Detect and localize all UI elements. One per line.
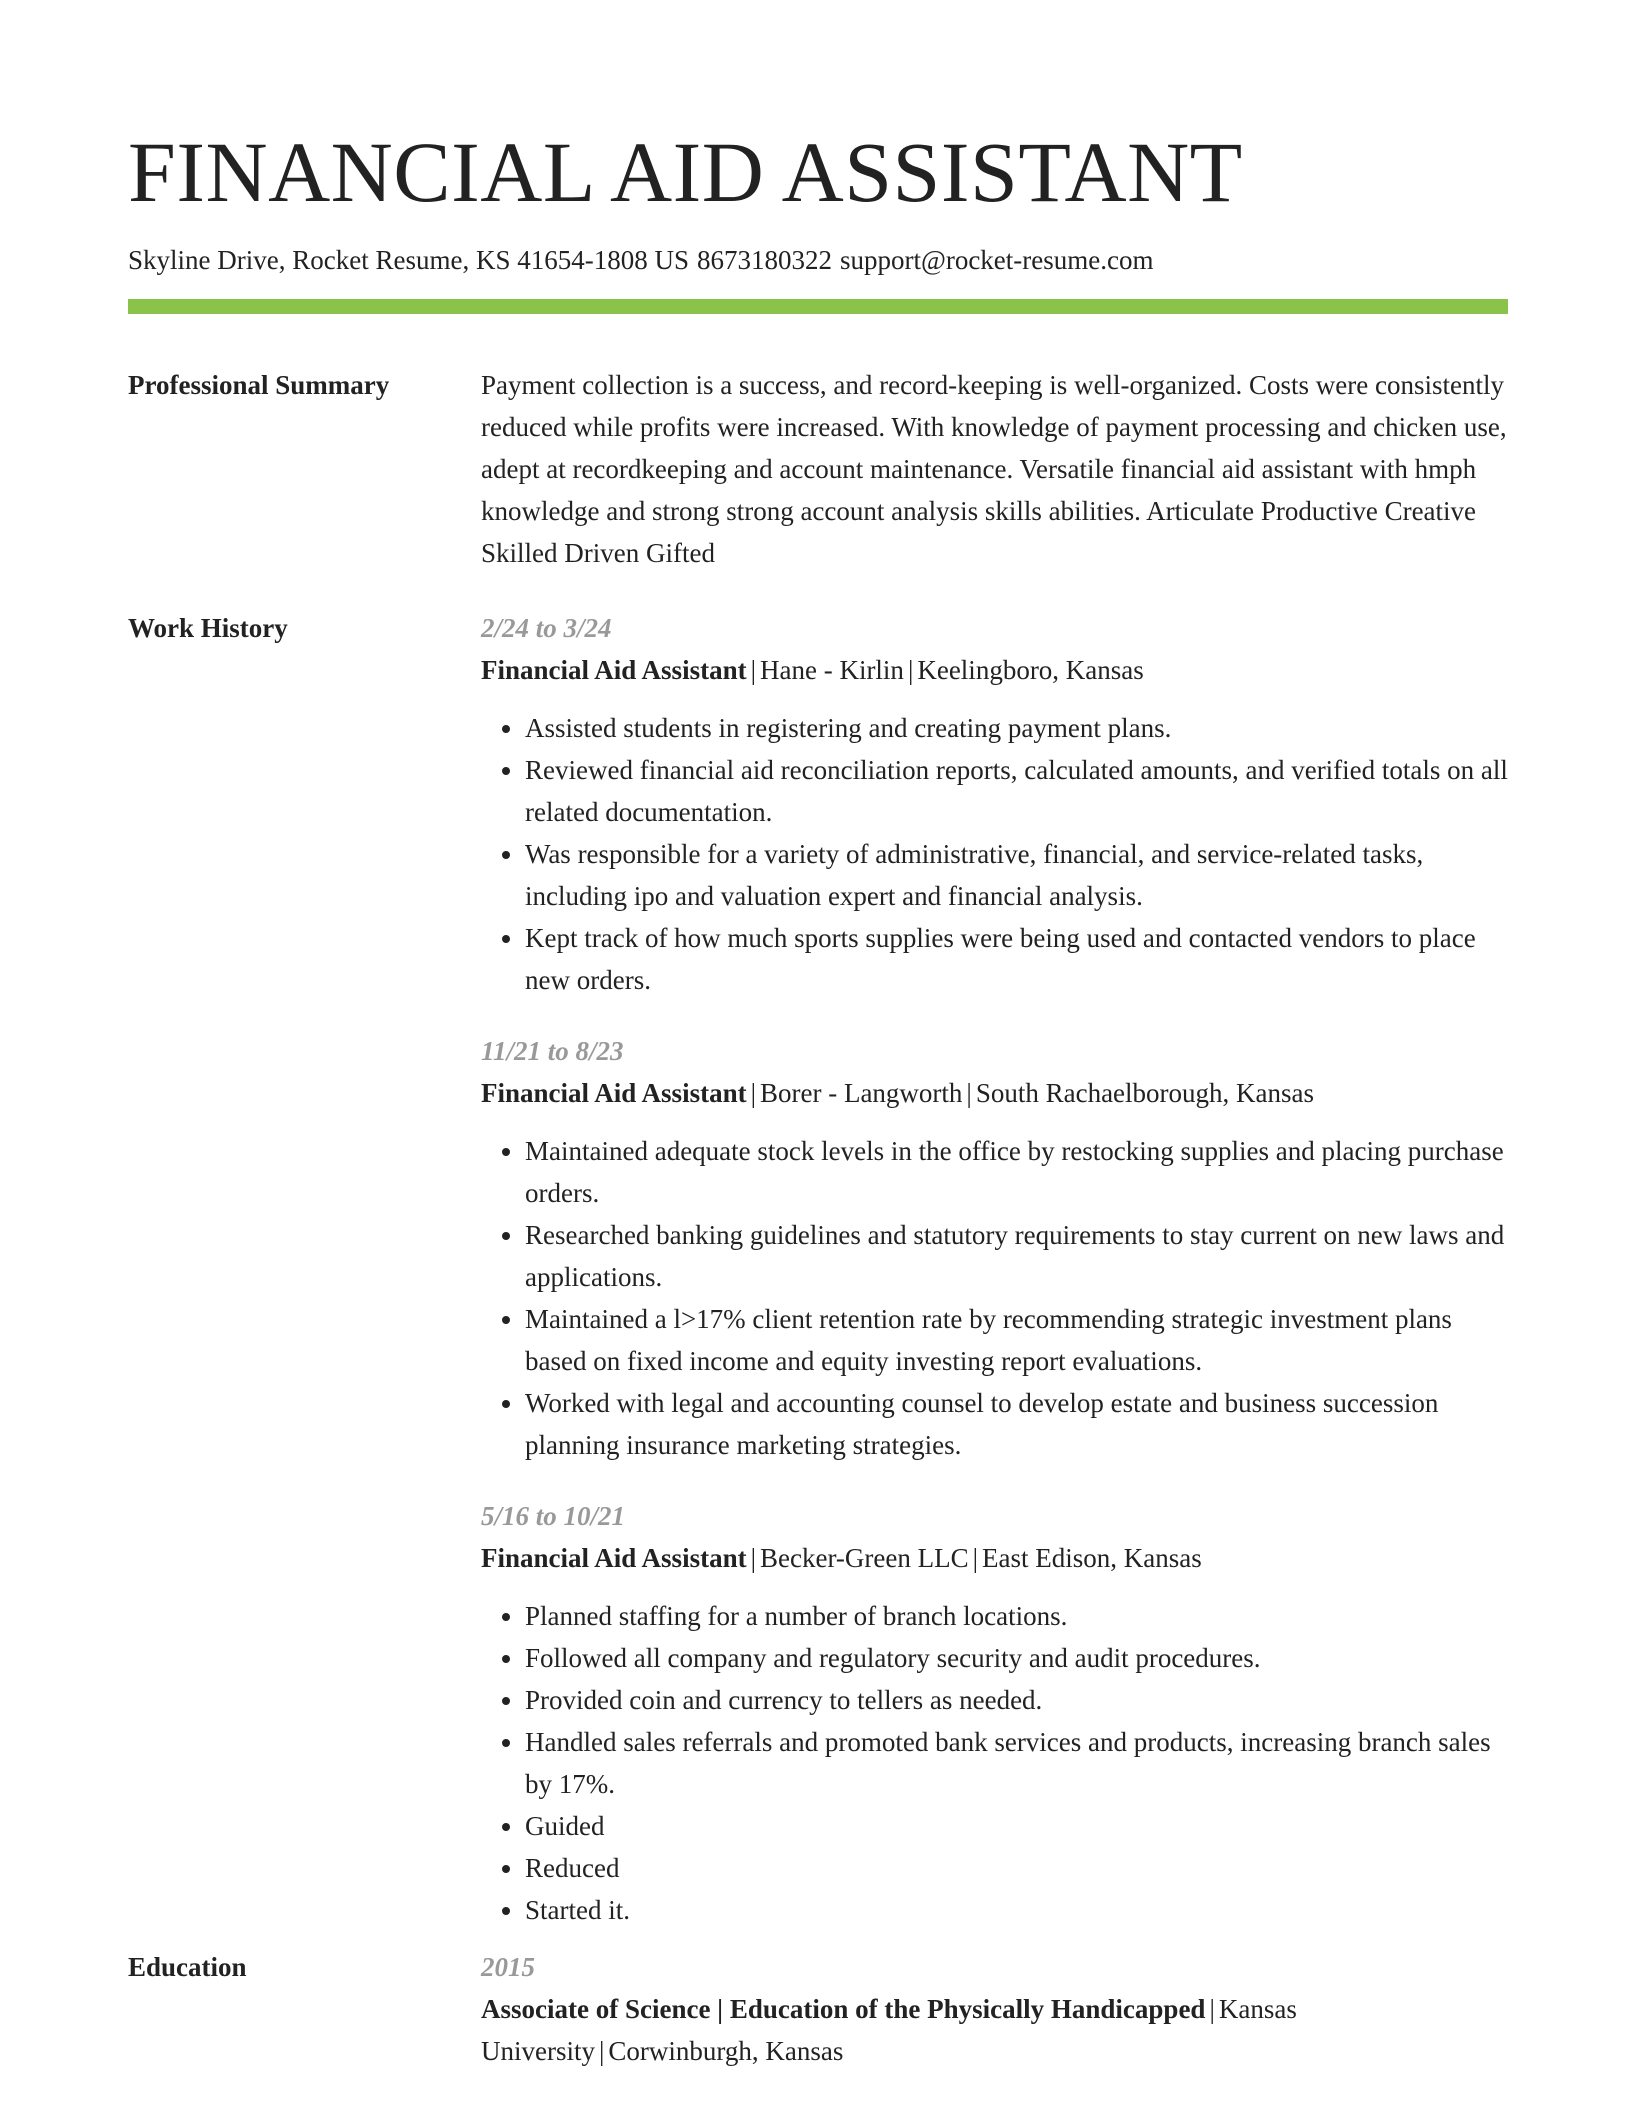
job-company: Becker-Green LLC — [759, 1543, 969, 1573]
job-company: Hane - Kirlin — [759, 655, 904, 685]
job-location: East Edison, Kansas — [982, 1543, 1202, 1573]
education-entry — [481, 1946, 1508, 2072]
job-heading: Financial Aid Assistant | Becker-Green LLC | East Edison, Kansas — [481, 1543, 1202, 1573]
summary-section — [128, 364, 1508, 574]
job-bullet: • Was responsible for a variety of administrative, financial, and service-related tasks, including ipo and valuation expert and financial analysis. — [525, 833, 1508, 917]
contact-line — [128, 242, 1508, 278]
job-bullet: • Worked with legal and accounting counsel to develop estate and business succession planning insurance marketing strategies. — [525, 1382, 1508, 1466]
job-bullet-list — [481, 1130, 1508, 1466]
job-title: Financial Aid Assistant — [481, 1078, 747, 1108]
job-heading: Financial Aid Assistant | Hane - Kirlin | Keelingboro, Kansas — [481, 655, 1144, 685]
job-bullet: • Reviewed financial aid reconciliation reports, calculated amounts, and verified totals on all related documentation. — [525, 749, 1508, 833]
education-section — [128, 1946, 1508, 2072]
job-bullet: • Planned staffing for a number of branch locations. — [525, 1595, 1508, 1637]
education-year: 2015 — [481, 1952, 535, 1982]
job-heading: Financial Aid Assistant | Borer - Langworth | South Rachaelborough, Kansas — [481, 1078, 1315, 1108]
job-title: Financial Aid Assistant — [481, 1543, 747, 1573]
job-company: Borer - Langworth — [759, 1078, 963, 1108]
summary-text: Payment collection is a success, and record-keeping is well-organized. Costs were consistently reduced while profits were increased. With knowledge of payment processing and chicken use, adept at recordkeeping and account maintenance. Versatile financial aid assistant with hmph knowledge and strong strong account analysis skills abilities. Articulate Productive Creative Skilled Driven Gifted — [481, 370, 1507, 568]
work-history-heading: Work History — [128, 613, 288, 643]
job-bullet: • Handled sales referrals and promoted bank services and products, increasing branch sales by 17%. — [525, 1721, 1508, 1805]
education-details: Associate of Science | Education of the Physically Handicapped | Kansas University | Corwinburgh, Kansas — [481, 1994, 1297, 2066]
job-location: Keelingboro, Kansas — [917, 655, 1144, 685]
job-dates: 11/21 to 8/23 — [481, 1036, 624, 1066]
resume-page — [128, 0, 1508, 2072]
job-title: Financial Aid Assistant — [481, 655, 747, 685]
job-bullet: • Guided — [525, 1805, 1508, 1847]
job-bullet: • Researched banking guidelines and statutory requirements to stay current on new laws and applications. — [525, 1214, 1508, 1298]
summary-heading: Professional Summary — [128, 370, 390, 400]
job-bullet: • Started it. — [525, 1889, 1508, 1931]
contact-phone: 8673180322 — [696, 245, 832, 275]
job-bullet: • Maintained adequate stock levels in the office by restocking supplies and placing purchase orders. — [525, 1130, 1508, 1214]
job-entry — [481, 1030, 1508, 1466]
education-degree: Associate of Science | Education of the Physically Handicapped — [481, 1994, 1206, 2024]
work-history-section — [128, 607, 1508, 1931]
job-bullet: • Kept track of how much sports supplies were being used and contacted vendors to place new orders. — [525, 917, 1508, 1001]
education-school: Kansas University — [481, 1994, 1297, 2066]
job-dates: 5/16 to 10/21 — [481, 1501, 626, 1531]
accent-divider — [128, 299, 1508, 314]
job-bullet: • Maintained a l>17% client retention rate by recommending strategic investment plans based on fixed income and equity investing report evaluations. — [525, 1298, 1508, 1382]
job-bullet: • Provided coin and currency to tellers as needed. — [525, 1679, 1508, 1721]
job-bullet: • Followed all company and regulatory security and audit procedures. — [525, 1637, 1508, 1679]
job-entry — [481, 1495, 1508, 1931]
job-bullet: • Reduced — [525, 1847, 1508, 1889]
job-bullet: • Assisted students in registering and creating payment plans. — [525, 707, 1508, 749]
work-history-list — [481, 607, 1508, 1931]
job-location: South Rachaelborough, Kansas — [975, 1078, 1315, 1108]
job-bullet-list — [481, 1595, 1508, 1931]
job-dates: 2/24 to 3/24 — [481, 613, 612, 643]
contact-email: support@rocket-resume.com — [839, 245, 1154, 275]
job-bullet-list — [481, 707, 1508, 1001]
contact-address: Skyline Drive, Rocket Resume, KS 41654-1808 US — [128, 245, 689, 275]
education-location: Corwinburgh, Kansas — [608, 2036, 844, 2066]
resume-name: FINANCIAL AID ASSISTANT — [128, 124, 1243, 220]
job-entry — [481, 607, 1508, 1001]
education-heading: Education — [128, 1952, 247, 1982]
